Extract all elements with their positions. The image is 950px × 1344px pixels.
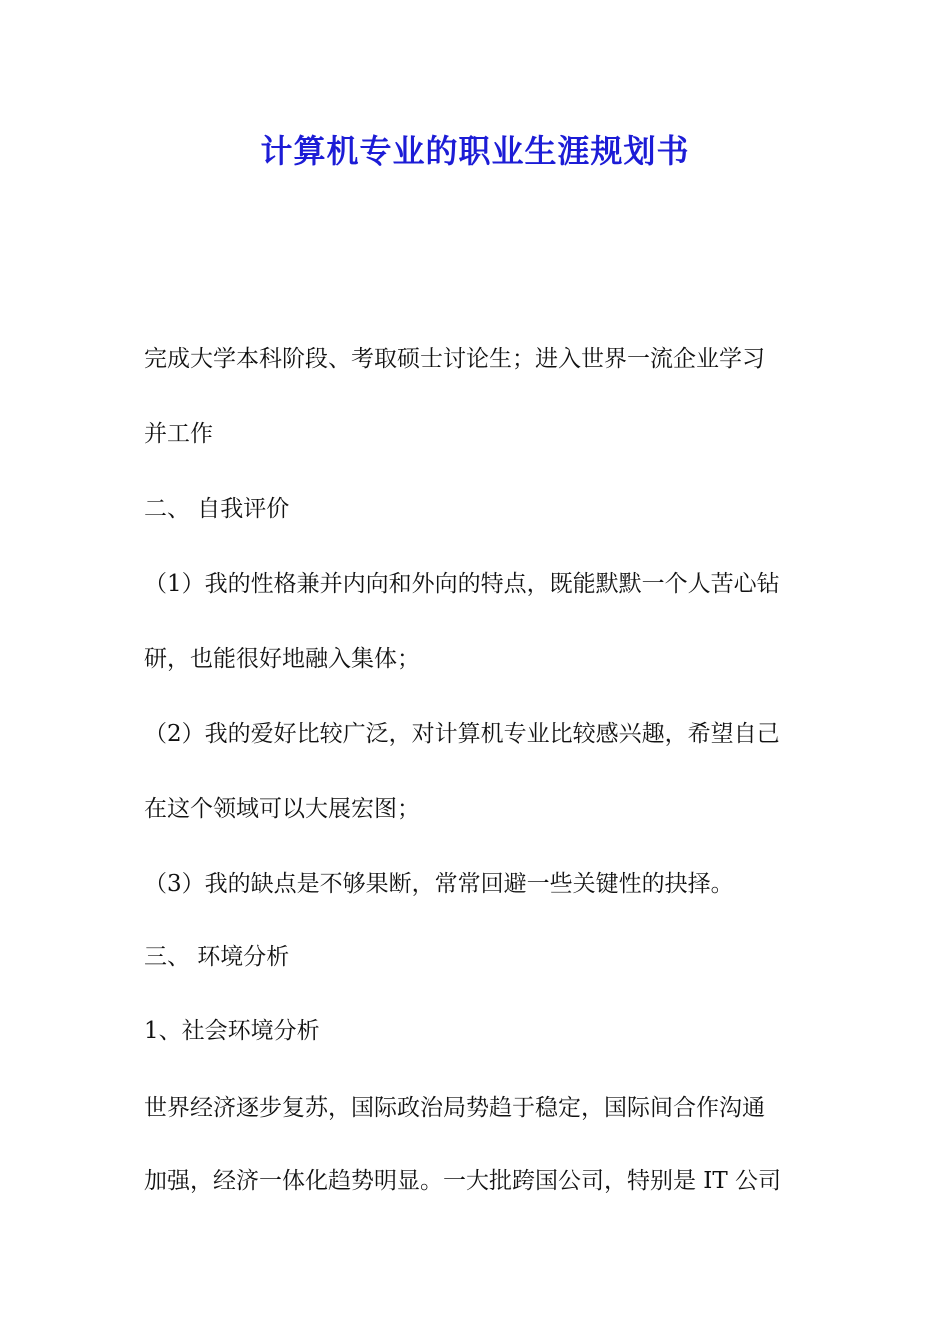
paragraph-line: （3）我的缺点是不够果断，常常回避一些关键性的抉择。 xyxy=(144,871,734,897)
paragraph-line: 加强，经济一体化趋势明显。一大批跨国公司，特别是 IT 公司 xyxy=(144,1168,782,1194)
paragraph-line: （1）我的性格兼并内向和外向的特点，既能默默一个人苦心钻 xyxy=(144,571,780,597)
paragraph-line: 完成大学本科阶段、考取硕士讨论生；进入世界一流企业学习 xyxy=(144,346,765,372)
document-title: 计算机专业的职业生涯规划书 xyxy=(260,132,690,170)
paragraph-line: （2）我的爱好比较广泛，对计算机专业比较感兴趣，希望自己 xyxy=(144,721,780,747)
section-heading: 三、 环境分析 xyxy=(144,944,290,970)
subsection-heading: 1、社会环境分析 xyxy=(144,1018,320,1044)
section-heading: 二、 自我评价 xyxy=(144,496,290,522)
paragraph-line: 在这个领域可以大展宏图； xyxy=(144,796,420,822)
paragraph-line: 世界经济逐步复苏，国际政治局势趋于稳定，国际间合作沟通 xyxy=(144,1095,765,1121)
paragraph-line: 研，也能很好地融入集体； xyxy=(144,646,420,672)
paragraph-line: 并工作 xyxy=(144,421,213,447)
